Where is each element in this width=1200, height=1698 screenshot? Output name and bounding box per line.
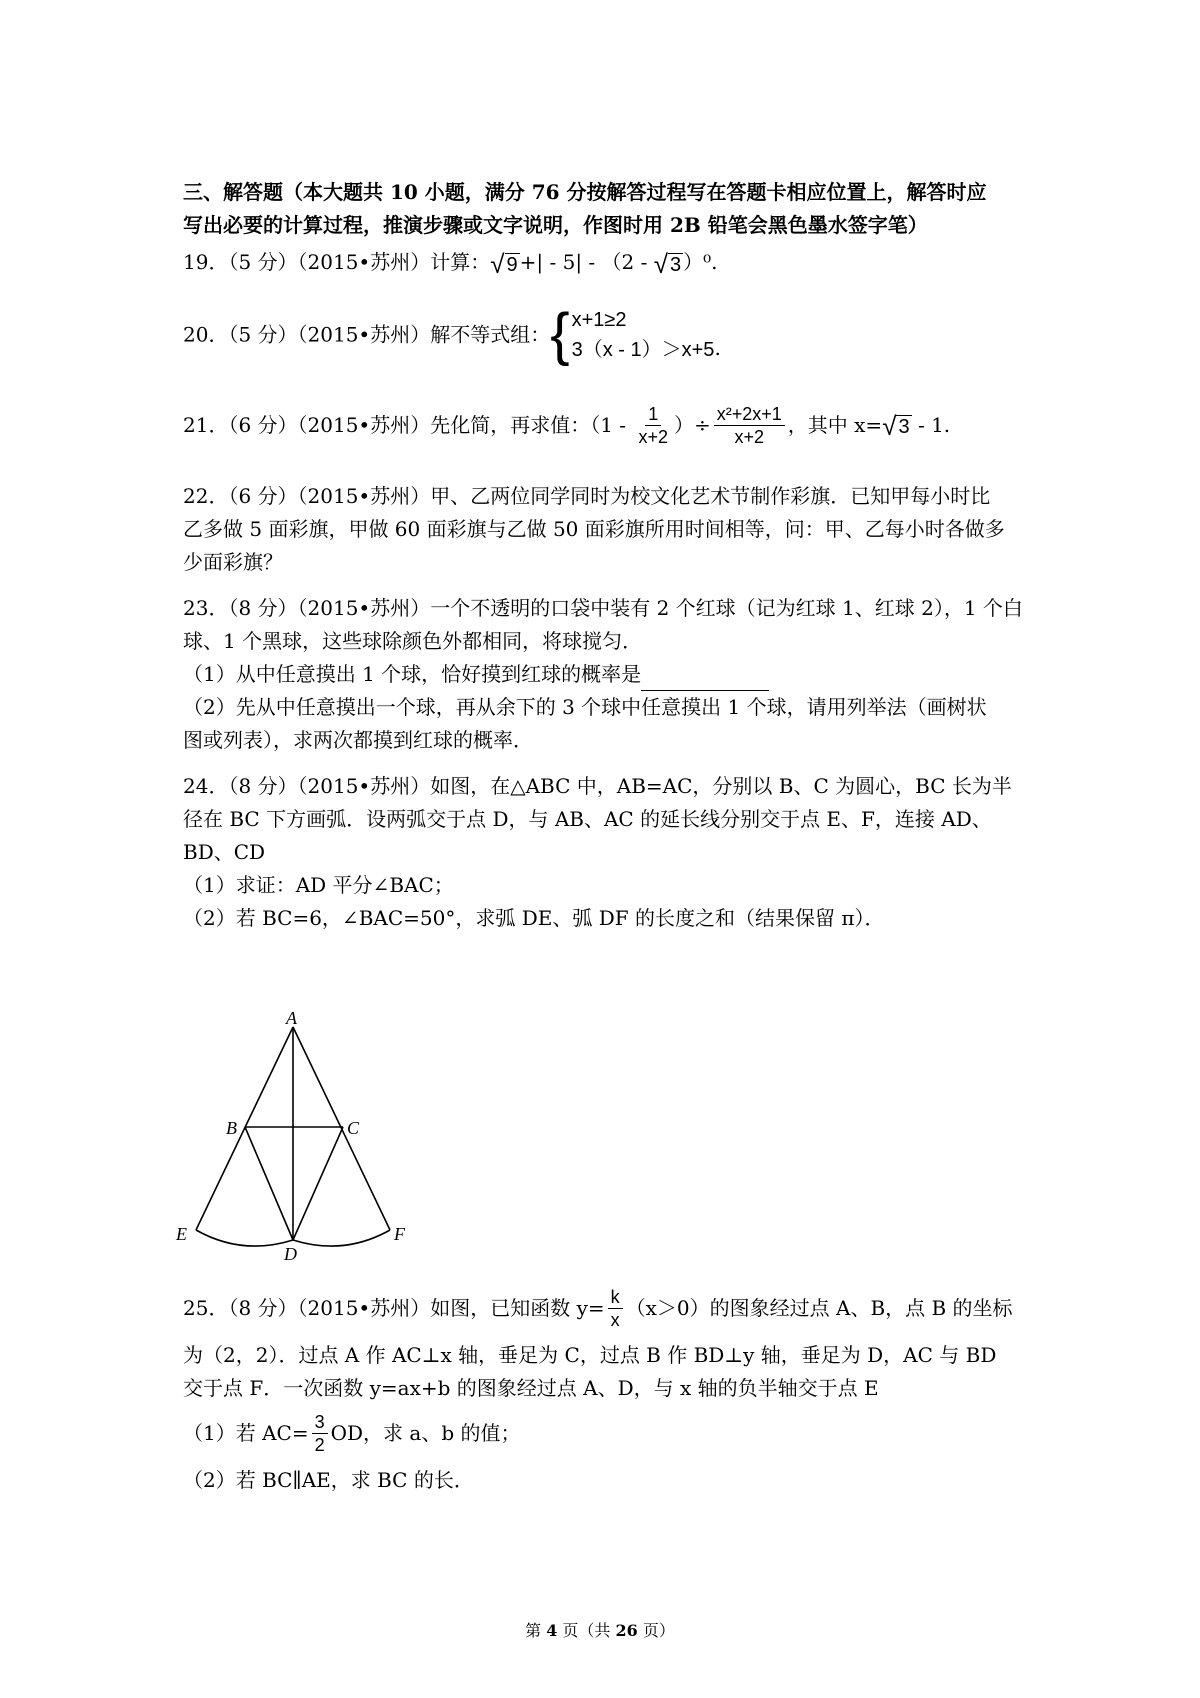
q21-mid: ）÷ — [673, 413, 711, 437]
triangle-arc-figure — [170, 1008, 410, 1264]
q21-end: - 1. — [911, 413, 951, 437]
q25-part-2: （2）若 BC∥AE，求 BC 的长． — [183, 1468, 474, 1492]
q25-line-1: 25．（8 分）（2015•苏州）如图，已知函数 y= $\frac{k}{x}$ （x＞0）的图象经过点 A、B，点 B 的坐标 — [183, 1287, 1013, 1330]
q22-line-1: 22．（6 分）（2015•苏州）甲、乙两位同学同时为校文化艺术节制作彩旗．已知甲每小时比 — [183, 484, 991, 508]
label-D: D — [284, 1244, 297, 1264]
line-B-D — [245, 1127, 293, 1240]
label-A: A — [286, 1008, 297, 1028]
arc-E-D — [196, 1230, 293, 1246]
q22-line-3: 少面彩旗？ — [183, 550, 283, 574]
label-C: C — [347, 1118, 360, 1138]
sqrt-3: √ 3 — [653, 248, 682, 279]
inequality-system — [550, 302, 715, 367]
q25-part-1: （1）若 AC= $\frac{3}{2}$ OD，求 a、b 的值； — [183, 1412, 521, 1455]
page-total: 26 — [615, 1621, 638, 1640]
question-22 — [183, 480, 1033, 579]
q24-part-2: （2）若 BC=6，∠BAC=50°，求弧 DE、弧 DF 的长度之和（结果保留 π）． — [183, 906, 885, 930]
page-number: 4 — [546, 1621, 558, 1640]
q20-prefix: 20．（5 分）（2015•苏州）解不等式组： — [183, 322, 551, 347]
section-header-line-2: 写出必要的计算过程，推演步骤或文字说明，作图时用 2B 铅笔会黑色墨水签字笔） — [183, 213, 928, 237]
q23-line-2: 球、1 个黑球，这些球除颜色外都相同，将球搅匀． — [183, 629, 643, 653]
q24-line-3: BD、CD — [183, 840, 266, 864]
arc-D-F — [293, 1230, 390, 1246]
sqrt-3: √ 3 — [882, 410, 910, 441]
q21-prefix: 21．（6 分）（2015•苏州）先化简，再求值：（1 - — [183, 413, 633, 437]
question-23 — [183, 592, 1033, 757]
fraction-k-over-x: $\frac{k}{x}$ — [608, 1286, 623, 1331]
question-21 — [183, 403, 1033, 448]
section-header-line-1: 三、解答题（本大题共 10 小题，满分 76 分按解答过程写在答题卡相应位置上，解答时应 — [183, 180, 987, 204]
fraction-1-over-x-plus-2: $\frac{1}{x+2}$ — [638, 404, 668, 447]
q20-suffix: . — [714, 336, 721, 360]
line-C-D — [293, 1127, 343, 1240]
q22-line-2: 乙多做 5 面彩旗，甲做 60 面彩旗与乙做 50 面彩旗所用时间相等，问：甲、乙每小时各做多 — [183, 517, 1005, 541]
q23-line-1: 23．（8 分）（2015•苏州）一个不透明的口袋中装有 2 个红球（记为红球 1、红球 2），1 个白 — [183, 596, 1023, 620]
q24-line-1: 24．（8 分）（2015•苏州）如图，在△ABC 中，AB=AC，分别以 B、C 为圆心，BC 长为半 — [183, 774, 1012, 798]
question-19 — [183, 246, 1033, 279]
section-header — [183, 176, 1033, 242]
q24-part-1: （1）求证：AD 平分∠BAC； — [183, 873, 454, 897]
sqrt-9: √ 9 — [490, 248, 518, 279]
question-25 — [183, 1286, 1033, 1497]
q23-part-2a: （2）先从中任意摸出一个球，再从余下的 3 个球中任意摸出 1 个球，请用列举法（画树状 — [183, 695, 987, 719]
q19-mid: +| - 5| - （2 - — [519, 250, 654, 274]
fraction-3-over-2: $\frac{3}{2}$ — [312, 1411, 328, 1456]
q25-line-3: 交于点 F．一次函数 y=ax+b 的图象经过点 A、D，与 x 轴的负半轴交于点 E — [183, 1376, 879, 1400]
q19-prefix: 19．（5 分）（2015•苏州）计算： — [183, 250, 491, 274]
question-20 — [183, 302, 1033, 367]
inequality-2: 3（x - 1）＞x+5 — [571, 339, 715, 361]
line-A-E — [196, 1027, 293, 1230]
label-F: F — [394, 1224, 405, 1244]
q24-line-2: 径在 BC 下方画弧．设两弧交于点 D，与 AB、AC 的延长线分别交于点 E、F，连接 AD、 — [183, 807, 992, 831]
brace-icon: { — [550, 302, 570, 367]
q23-part-2b: 图或列表），求两次都摸到红球的概率． — [183, 728, 533, 752]
q23-part-1: （1）从中任意摸出 1 个球，恰好摸到红球的概率是 — [183, 658, 1033, 691]
fraction-quadratic-over-x-plus-2: $\frac{\text{x²+2x+1}}{x+2}$ — [714, 403, 785, 448]
q25-line-2: 为（2，2）．过点 A 作 AC⊥x 轴，垂足为 C，过点 B 作 BD⊥y 轴，垂足为 D，AC 与 BD — [183, 1343, 997, 1367]
q19-suffix: ）⁰. — [683, 250, 718, 274]
page-footer: 第 4 页（共 26 页） — [525, 1621, 675, 1640]
q21-tail: ，其中 x= — [787, 413, 883, 437]
label-B: B — [226, 1118, 237, 1138]
answer-blank — [641, 666, 769, 691]
question-24 — [183, 770, 1033, 935]
inequality-1: x+1≥2 — [571, 309, 627, 331]
label-E: E — [176, 1224, 187, 1244]
